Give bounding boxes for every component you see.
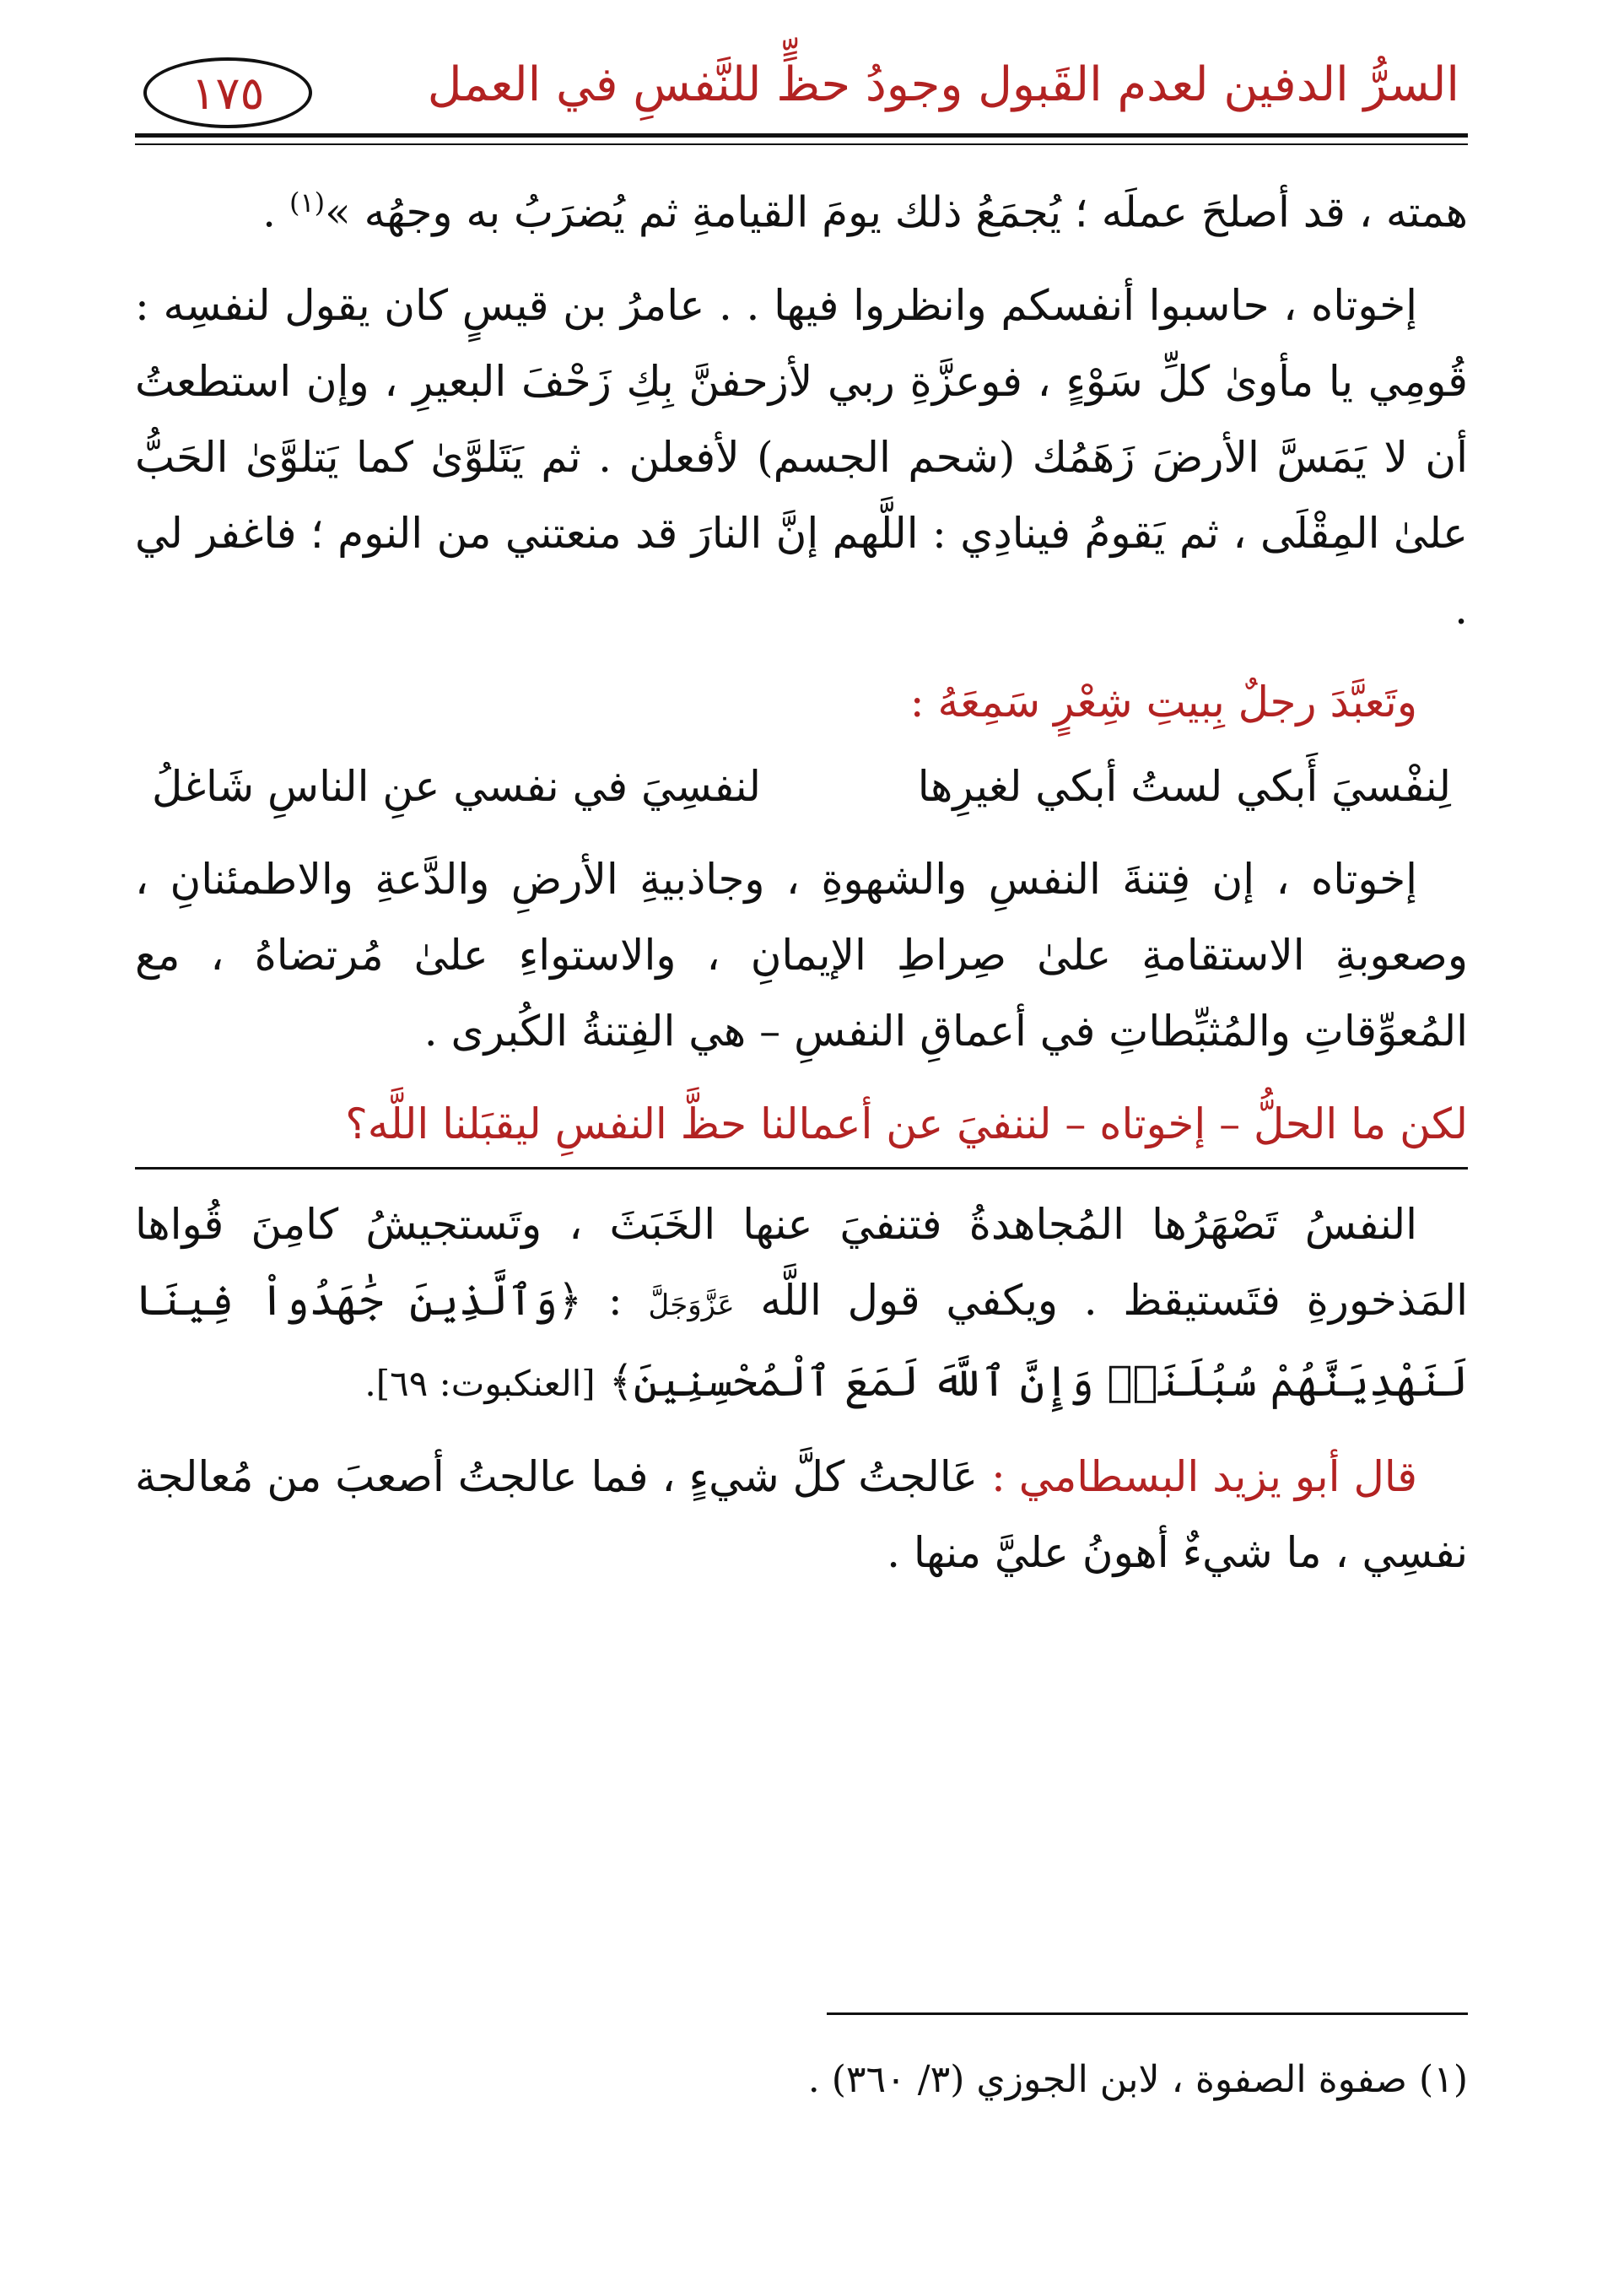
footnote: (١) صفوة الصفوة ، لابن الجوزي (٣/ ٣٦٠) . xyxy=(807,2058,1468,2101)
running-title: السرُّ الدفين لعدم القَبول وجودُ حظٍّ للنَّفسِ في العمل xyxy=(427,57,1459,112)
quote-author: قال أبو يزيد البسطامي : xyxy=(990,1451,1417,1501)
footnote-rule xyxy=(827,2012,1468,2015)
poem-intro: وتَعبَّدَ رجلٌ بِبيتِ شِعْرٍ سَمِعَهُ : xyxy=(909,677,1417,727)
paragraph-4 xyxy=(135,1186,1468,1422)
page-number: ١٧٥ xyxy=(143,57,312,128)
paragraph-5 xyxy=(135,1439,1468,1591)
paragraph-4-text: النفسُ تَصْهَرُها المُجاهدةُ فتنفيَ عنها الخَبَثَ ، وتَستجيشُ كامِنَ قُواها المَذخورةِ فتَستيقظ . ويكفي قول اللَّه xyxy=(135,1199,1468,1325)
paragraph-2: إخوتاه ، حاسبوا أنفسكم وانظروا فيها . . عامرُ بن قيسٍ كان يقول لنفسِه : قُومِي يا مأوىٰ كلِّ سَوْءٍ ، فوعزَّةِ ربي لأزحفنَّ بِكِ زَحْفَ البعيرِ ، وإن استطعتُ أن لا يَمَسَّ الأرضَ زَهَمُك (شحم الجسم) لأفعلن . ثم يَتَلوَّىٰ كما يَتلوَّىٰ الحَبُّ علىٰ المِقْلَى ، ثم يَقومُ فينادِي : اللَّهم إنَّ النارَ قد منعتني من النوم ؛ فاغفر لي . xyxy=(135,280,1468,634)
paragraph-1-text: همته ، قد أصلحَ عملَه ؛ يُجمَعُ ذلك يومَ القيامةِ ثم يُضرَبُ به وجهُه » xyxy=(325,187,1468,237)
paragraph-1 xyxy=(135,165,1468,251)
poem-hemistich-right: لِنفْسيَ أَبكي لستُ أبكي لغيرِها xyxy=(917,761,1451,811)
paragraph-1-end: . xyxy=(262,187,277,237)
section-rule xyxy=(135,1167,1468,1170)
poem-hemistich-left: لنفسِيَ في نفسي عنِ الناسِ شَاغلُ xyxy=(152,761,761,811)
honorific: عَزَّوَجَلَّ xyxy=(648,1288,735,1322)
header-rule-thick xyxy=(135,133,1468,138)
quote-text: عَالجتُ كلَّ شيءٍ ، فما عالجتُ أصعبَ من مُعالجة نفسِي ، ما شيءٌ أهونُ عليَّ منها . xyxy=(135,1451,1468,1577)
paragraph-3: إخوتاه ، إن فِتنةَ النفسِ والشهوةِ ، وجاذبيةِ الأرضِ والدَّعةِ والاطمئنانِ ، وصعوبةِ الاستقامةِ علىٰ صِراطِ الإيمانِ ، والاستواءِ علىٰ مُرتضاهُ ، مع المُعوِّقاتِ والمُثبِّطاتِ في أعماقِ النفسِ – هي الفِتنةُ الكُبرى . xyxy=(135,854,1468,1056)
poem-verse xyxy=(152,748,1451,824)
quran-verse: : ﴿وَٱلَّذِينَ جَٰهَدُواْ فِينَا لَنَهْدِيَنَّهُمْ سُبُلَنَاۚ وَإِنَّ ٱللَّهَ لَمَعَ ٱلْمُحْسِنِينَ﴾ xyxy=(135,1275,1468,1406)
header-rule-thin xyxy=(135,143,1468,145)
footnote-marker: (١) xyxy=(289,186,326,219)
section-heading: لكن ما الحلُّ – إخوتاه – لننفيَ عن أعمالنا حظَّ النفسِ ليقبَلنا اللَّه؟ xyxy=(345,1099,1468,1148)
body-text xyxy=(135,165,1468,1607)
verse-reference: [العنكبوت: ٦٩]. xyxy=(364,1362,596,1404)
page-header xyxy=(135,51,1468,143)
